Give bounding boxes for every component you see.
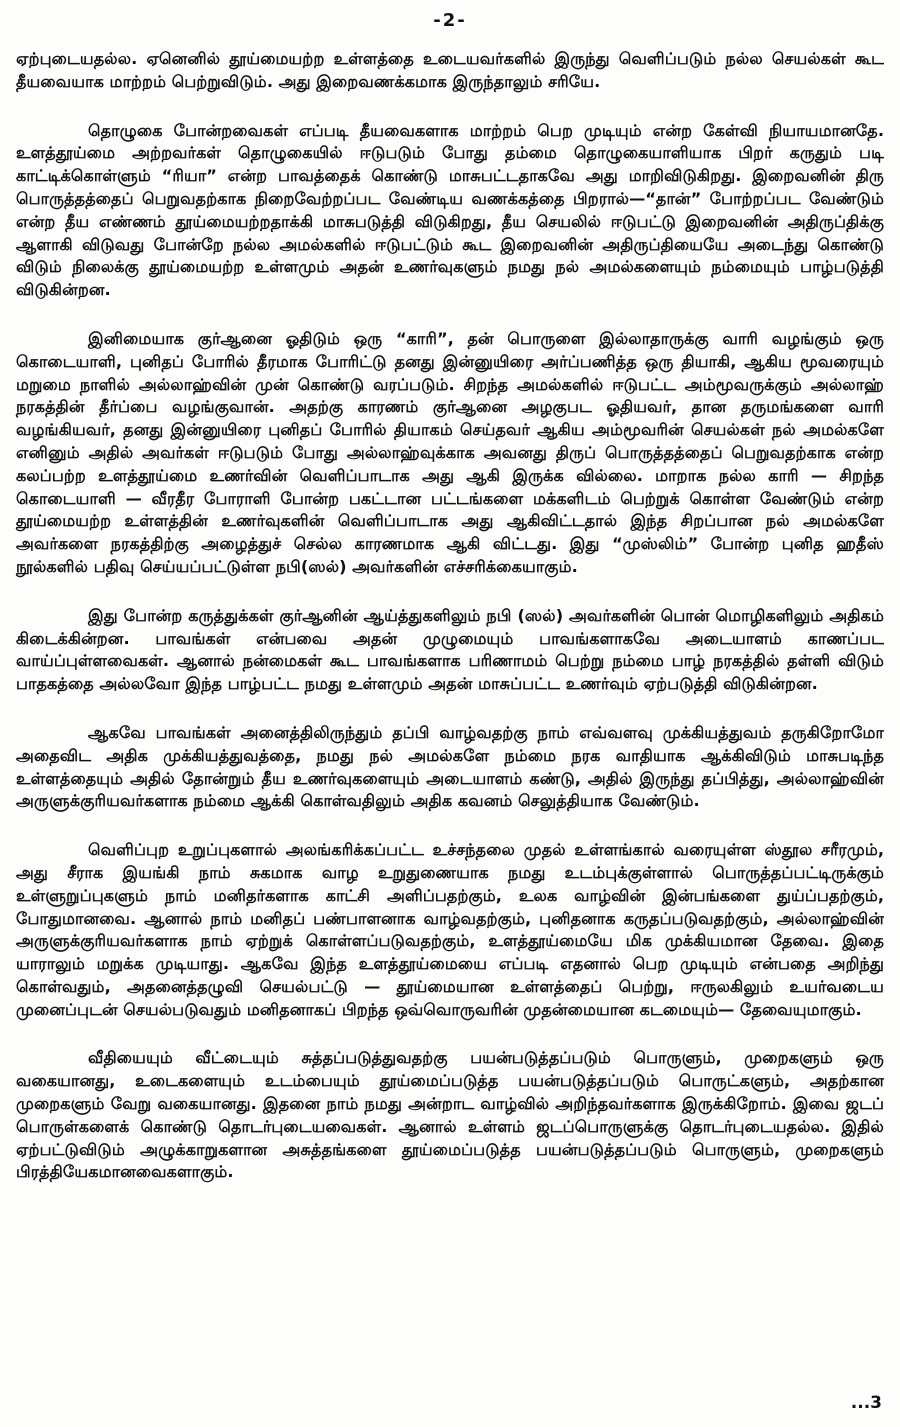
continuation-marker: ...3: [850, 1393, 882, 1413]
paragraph-7: வீதியையும் வீட்டையும் சுத்தப்படுத்துவதற்கு பயன்படுத்தப்படும் பொருளும், முறைகளும் ஒரு வகையானது, உடைகளையும் உடம்பையும் தூய்மைப்படுத்த பயன்படுத்தப்படும் பொருட்களும், அதற்கான முறைகளும் வேறு வகையானது. இதனை நாம் நமது அன்றாட வாழ்வில் அறிந்தவர்களாக இருக்கிறோம். இவை ஜடப் பொருள்களைக் கொண்டு தொடர்புடையவைகள். ஆனால் உள்ளம் ஜடப்பொருளுக்கு தொடர்புடையதல்ல. இதில் ஏற்பட்டுவிடும் அழுக்காறுகளான அசுத்தங்களை தூய்மைப்படுத்த பயன்படுத்தப்படும் பொருளும், முறைகளும் பிரத்தியேகமானவைகளாகும்.: [16, 1048, 884, 1182]
paragraph-4: இது போன்ற கருத்துக்கள் குர்ஆனின் ஆய்த்துகளிலும் நபி (ஸல்) அவர்களின் பொன் மொழிகளிலும் அதிகம் கிடைக்கின்றன. பாவங்கள் என்பவை அதன் முழுமையும் பாவங்களாகவே அடையாளம் காணப்பட வாய்ப்புள்ளவைகள். ஆனால் நன்மைகள் கூட பாவங்களாக பரிணாமம் பெற்று நம்மை பாழ் நரகத்தில் தள்ளி விடும் பாதகத்தை அல்லவோ இந்த பாழ்பட்ட நமது உள்ளமும் அதன் மாசுப்பட்ட உணர்வும் ஏற்படுத்தி விடுகின்றன.: [16, 605, 884, 694]
paragraph-2: தொழுகை போன்றவைகள் எப்படி தீயவைகளாக மாற்றம் பெற முடியும் என்ற கேள்வி நியாயமானதே. உளத்தூய்மை அற்றவர்கள் தொழுகையில் ஈடுபடும் போது தம்மை தொழுகையாளியாக பிறர் கருதும் படி காட்டிக்கொள்ளும் “ரியா” என்ற பாவத்தைக் கொண்டு மாசுபட்டதாகவே அது மாறிவிடுகிறது. இறைவனின் திரு பொருத்தத்தைப் பெறுவதற்காக நிறைவேற்றப்பட வேண்டிய வணக்கத்தை பிறரால்—“தான்” போற்றப்பட வேண்டும் என்ற தீய எண்ணம் தூய்மையற்றதாக்கி மாசுபடுத்தி விடுகிறது, தீய செயலில் ஈடுபட்டு இறைவனின் அதிருப்திக்கு ஆளாகி விடுவது போன்றே நல்ல அமல்களில் ஈடுபட்டும் கூட இறைவனின் அதிருப்தியையே அடைந்து கொண்டு விடும் நிலைக்கு தூய்மையற்ற உள்ளமும் அதன் உணர்வுகளும் நமது நல் அமல்களையும் நம்மையும் பாழ்படுத்தி விடுகின்றன.: [16, 120, 884, 300]
paragraph-1: ஏற்புடையதல்ல. ஏனெனில் தூய்மையற்ற உள்ளத்தை உடையவர்களில் இருந்து வெளிப்படும் நல்ல செயல்கள் கூட தீயவையாக மாற்றம் பெற்றுவிடும். அது இறைவணக்கமாக இருந்தாலும் சரியே.: [16, 49, 884, 91]
paragraph-5: ஆகவே பாவங்கள் அனைத்திலிருந்தும் தப்பி வாழ்வதற்கு நாம் எவ்வளவு முக்கியத்துவம் தருகிறோமோ அதைவிட அதிக முக்கியத்துவத்தை, நமது நல் அமல்களே நம்மை நரக வாதியாக ஆக்கிவிடும் மாசுபடிந்த உள்ளத்தையும் அதில் தோன்றும் தீய உணர்வுகளையும் அடையாளம் கண்டு, அதில் இருந்து தப்பித்து, அல்லாஹ்வின் அருளுக்குரியவர்களாக நம்மை ஆக்கி கொள்வதிலும் அதிக கவனம் செலுத்தியாக வேண்டும்.: [16, 722, 884, 811]
paragraph-3: இனிமையாக குர்ஆனை ஓதிடும் ஒரு “காரி”, தன் பொருளை இல்லாதாருக்கு வாரி வழங்கும் ஒரு கொடையாளி, புனிதப் போரில் தீரமாக போரிட்டு தனது இன்னுயிரை அர்ப்பணித்த ஒரு தியாகி, ஆகிய மூவரையும் மறுமை நாளில் அல்லாஹ்வின் முன் கொண்டு வரப்படும். சிறந்த அமல்களில் ஈடுபட்ட அம்மூவருக்கும் அல்லாஹ் நரகத்தின் தீர்ப்பை வழங்குவான். அதற்கு காரணம் குர்ஆனை அழகுபட ஓதியவர், தான தருமங்களை வாரி வழங்கியவர், தனது இன்னுயிரை புனிதப் போரில் தியாகம் செய்தவர் ஆகிய அம்மூவரின் செயல்கள் நல் அமல்களே எனினும் அதில் அவர்கள் ஈடுபடும் போது அல்லாஹ்வுக்காக அவனது திருப் பொருத்தத்தைப் பெறுவதற்காக என்ற கலப்பற்ற உளத்தூய்மை உணர்வின் வெளிப்பாடாக அது ஆகி இருக்க வில்லை. மாறாக நல்ல காரி — சிறந்த கொடையாளி — வீரதீர போராளி போன்ற பகட்டான பட்டங்களை மக்களிடம் பெற்றுக் கொள்ள வேண்டும் என்ற தூய்மையற்ற உள்ளத்தின் உணர்வுகளின் வெளிப்பாடாக அது ஆகிவிட்டதால் இந்த சிறப்பான நல் அமல்களே அவர்களை நரகத்திற்கு அழைத்துச் செல்ல காரணமாக ஆகி விட்டது. இது “முஸ்லிம்” போன்ற புனித ஹதீஸ் நூல்களில் பதிவு செய்யப்பட்டுள்ள நபி(ஸல்) அவர்களின் எச்சரிக்கையாகும்.: [16, 328, 884, 576]
paragraph-6: வெளிப்புற உறுப்புகளால் அலங்கரிக்கப்பட்ட உச்சந்தலை முதல் உள்ளங்கால் வரையுள்ள ஸ்தூல சரீரமும், அது சீராக இயங்கி நாம் சுகமாக வாழ உறுதுணையாக நமது உடம்புக்குள்ளால் பொருத்தப்பட்டிருக்கும் உள்ளுறுப்புகளும் நாம் மனிதர்களாக காட்சி அளிப்பதற்கும், உலக வாழ்வின் இன்பங்களை துய்ப்பதற்கும், போதுமானவை. ஆனால் நாம் மனிதப் பண்பாளனாக வாழ்வதற்கும், புனிதனாக கருதப்படுவதற்கும், அல்லாஹ்வின் அருளுக்குரியவர்களாக நாம் ஏற்றுக் கொள்ளப்படுவதற்கும், உளத்தூய்மையே மிக முக்கியமான தேவை. இதை யாராலும் மறுக்க முடியாது. ஆகவே இந்த உளத்தூய்மையை எப்படி எதனால் பெற முடியும் என்பதை அறிந்து கொள்வதும், அதனைத்தழுவி செயல்பட்டு — தூய்மையான உள்ளத்தைப் பெற்று, ஈருலகிலும் உயர்வடைய முனைப்புடன் செயல்படுவதும் மனிதனாகப் பிறந்த ஒவ்வொருவரின் முதன்மையான கடமையும்— தேவையுமாகும்.: [16, 840, 884, 1019]
document-body: [16, 48, 884, 1210]
page-number: -2-: [433, 10, 467, 31]
